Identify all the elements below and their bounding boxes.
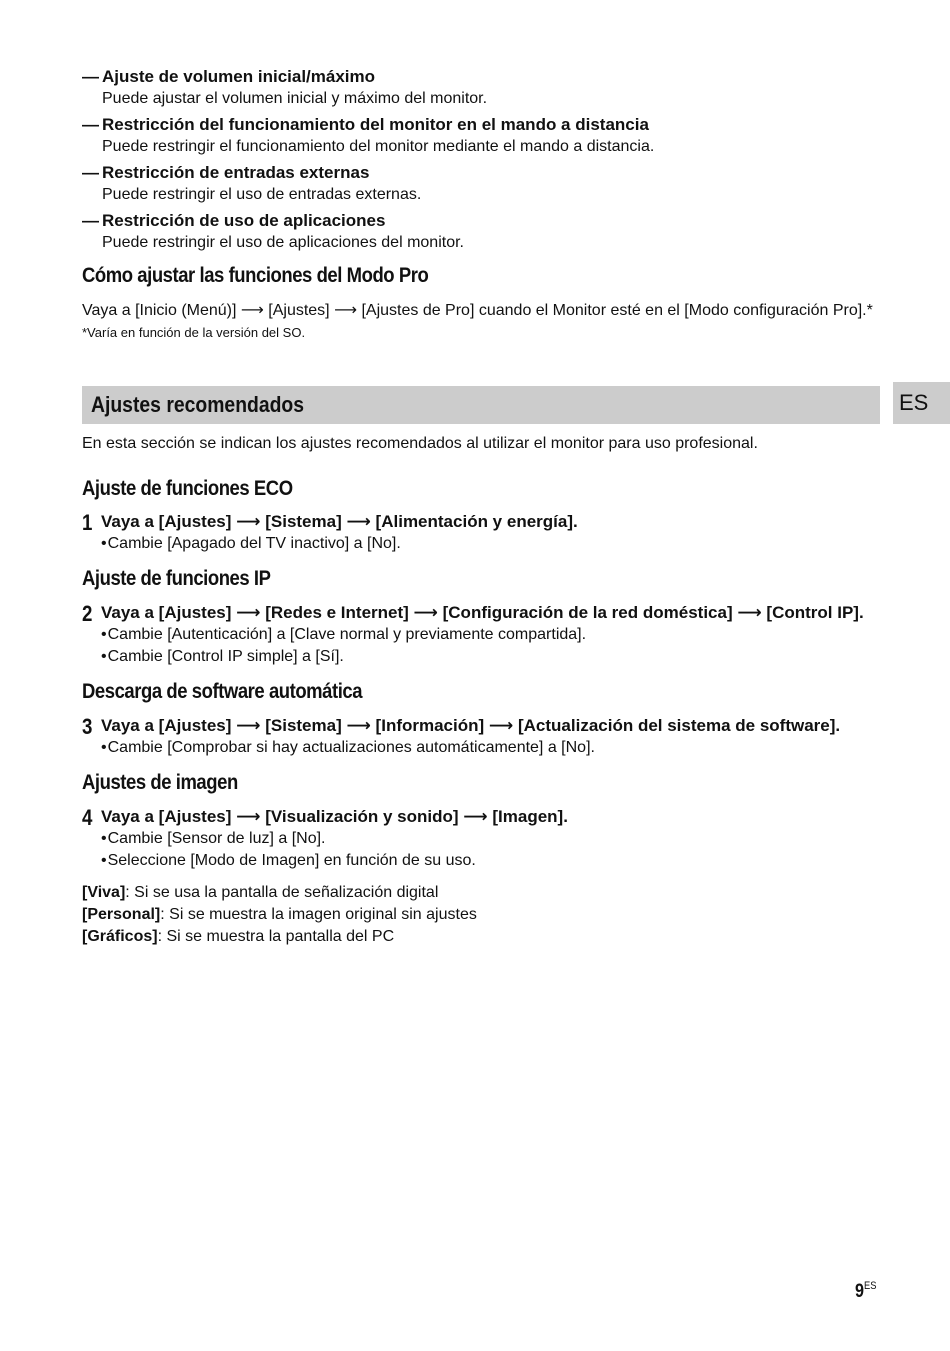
picture-mode-item — [82, 882, 880, 904]
feature-description: Puede restringir el uso de entradas externas. — [102, 186, 422, 203]
section-header-bar — [82, 386, 880, 424]
step-bullet: • Cambie [Control IP simple] a [Sí]. — [101, 646, 880, 668]
dash-marker: — — [82, 163, 99, 182]
step-item — [82, 511, 880, 555]
step-instruction: Vaya a [Ajustes] ⟶ [Redes e Internet] ⟶ [Configuración de la red doméstica] ⟶ [Control IP]. — [101, 603, 864, 622]
step-bullet: • Seleccione [Modo de Imagen] en función de su uso. — [101, 850, 880, 872]
feature-description: Puede ajustar el volumen inicial y máximo del monitor. — [102, 90, 488, 107]
picture-mode-desc: : Si se usa la pantalla de señalización digital — [125, 884, 439, 901]
step-number: 3 — [82, 714, 93, 739]
pro-mode-footnote: *Varía en función de la versión del SO. — [82, 325, 306, 340]
feature-item — [82, 66, 880, 110]
step-item — [82, 602, 880, 668]
step-number: 2 — [82, 601, 93, 626]
subsection-software — [82, 678, 880, 759]
page-number — [855, 1280, 876, 1303]
subsection-picture — [82, 769, 880, 872]
section-intro: En esta sección se indican los ajustes recomendados al utilizar el monitor para uso profesional. — [82, 435, 758, 452]
feature-item — [82, 114, 880, 158]
pro-mode-instructions: Vaya a [Inicio (Menú)] ⟶ [Ajustes] ⟶ [Ajustes de Pro] cuando el Monitor esté en el [Modo configuración Pro].* — [82, 302, 873, 319]
pro-mode-block — [82, 262, 880, 342]
feature-title: Restricción del funcionamiento del monitor en el mando a distancia — [102, 115, 649, 134]
picture-mode-desc: : Si se muestra la pantalla del PC — [157, 928, 395, 945]
picture-mode-term: [Gráficos] — [82, 928, 158, 945]
feature-description: Puede restringir el funcionamiento del monitor mediante el mando a distancia. — [102, 138, 655, 155]
picture-mode-list — [82, 882, 880, 948]
feature-title: Ajuste de volumen inicial/máximo — [102, 67, 376, 86]
page-content — [82, 66, 880, 342]
feature-title: Restricción de entradas externas — [102, 163, 370, 182]
picture-mode-item — [82, 926, 880, 948]
page-number-value: 9 — [855, 1281, 864, 1302]
recommended-settings — [82, 433, 880, 948]
feature-description: Puede restringir el uso de aplicaciones del monitor. — [102, 234, 464, 251]
step-item — [82, 715, 880, 759]
dash-marker: — — [82, 67, 99, 86]
picture-mode-term: [Viva] — [82, 884, 126, 901]
step-instruction: Vaya a [Ajustes] ⟶ [Sistema] ⟶ [Alimentación y energía]. — [101, 512, 578, 531]
subsection-heading: Ajuste de funciones ECO — [82, 477, 293, 500]
step-bullet: • Cambie [Comprobar si hay actualizaciones automáticamente] a [No]. — [101, 737, 880, 759]
feature-list — [82, 66, 880, 254]
feature-item — [82, 162, 880, 206]
step-number: 1 — [82, 510, 93, 535]
subsection-heading: Ajuste de funciones IP — [82, 567, 271, 590]
section-title: Ajustes recomendados — [91, 392, 305, 417]
subsection-eco — [82, 475, 880, 555]
step-item — [82, 806, 880, 872]
picture-mode-desc: : Si se muestra la imagen original sin ajustes — [160, 906, 477, 923]
dash-marker: — — [82, 115, 99, 134]
step-bullet: • Cambie [Apagado del TV inactivo] a [No]. — [101, 533, 880, 555]
page-number-suffix: ES — [863, 1280, 877, 1292]
feature-item — [82, 210, 880, 254]
step-bullet: • Cambie [Sensor de luz] a [No]. — [101, 828, 880, 850]
language-tab: ES — [893, 382, 950, 424]
picture-mode-term: [Personal] — [82, 906, 161, 923]
subsection-ip — [82, 565, 880, 668]
step-instruction: Vaya a [Ajustes] ⟶ [Sistema] ⟶ [Información] ⟶ [Actualización del sistema de software]. — [101, 716, 841, 735]
subsection-heading: Ajustes de imagen — [82, 771, 238, 794]
feature-title: Restricción de uso de aplicaciones — [102, 211, 386, 230]
picture-mode-item — [82, 904, 880, 926]
dash-marker: — — [82, 211, 99, 230]
pro-mode-heading: Cómo ajustar las funciones del Modo Pro — [82, 264, 429, 287]
step-number: 4 — [82, 805, 93, 830]
step-bullet: • Cambie [Autenticación] a [Clave normal y previamente compartida]. — [101, 624, 880, 646]
step-instruction: Vaya a [Ajustes] ⟶ [Visualización y sonido] ⟶ [Imagen]. — [101, 807, 568, 826]
subsection-heading: Descarga de software automática — [82, 680, 363, 703]
